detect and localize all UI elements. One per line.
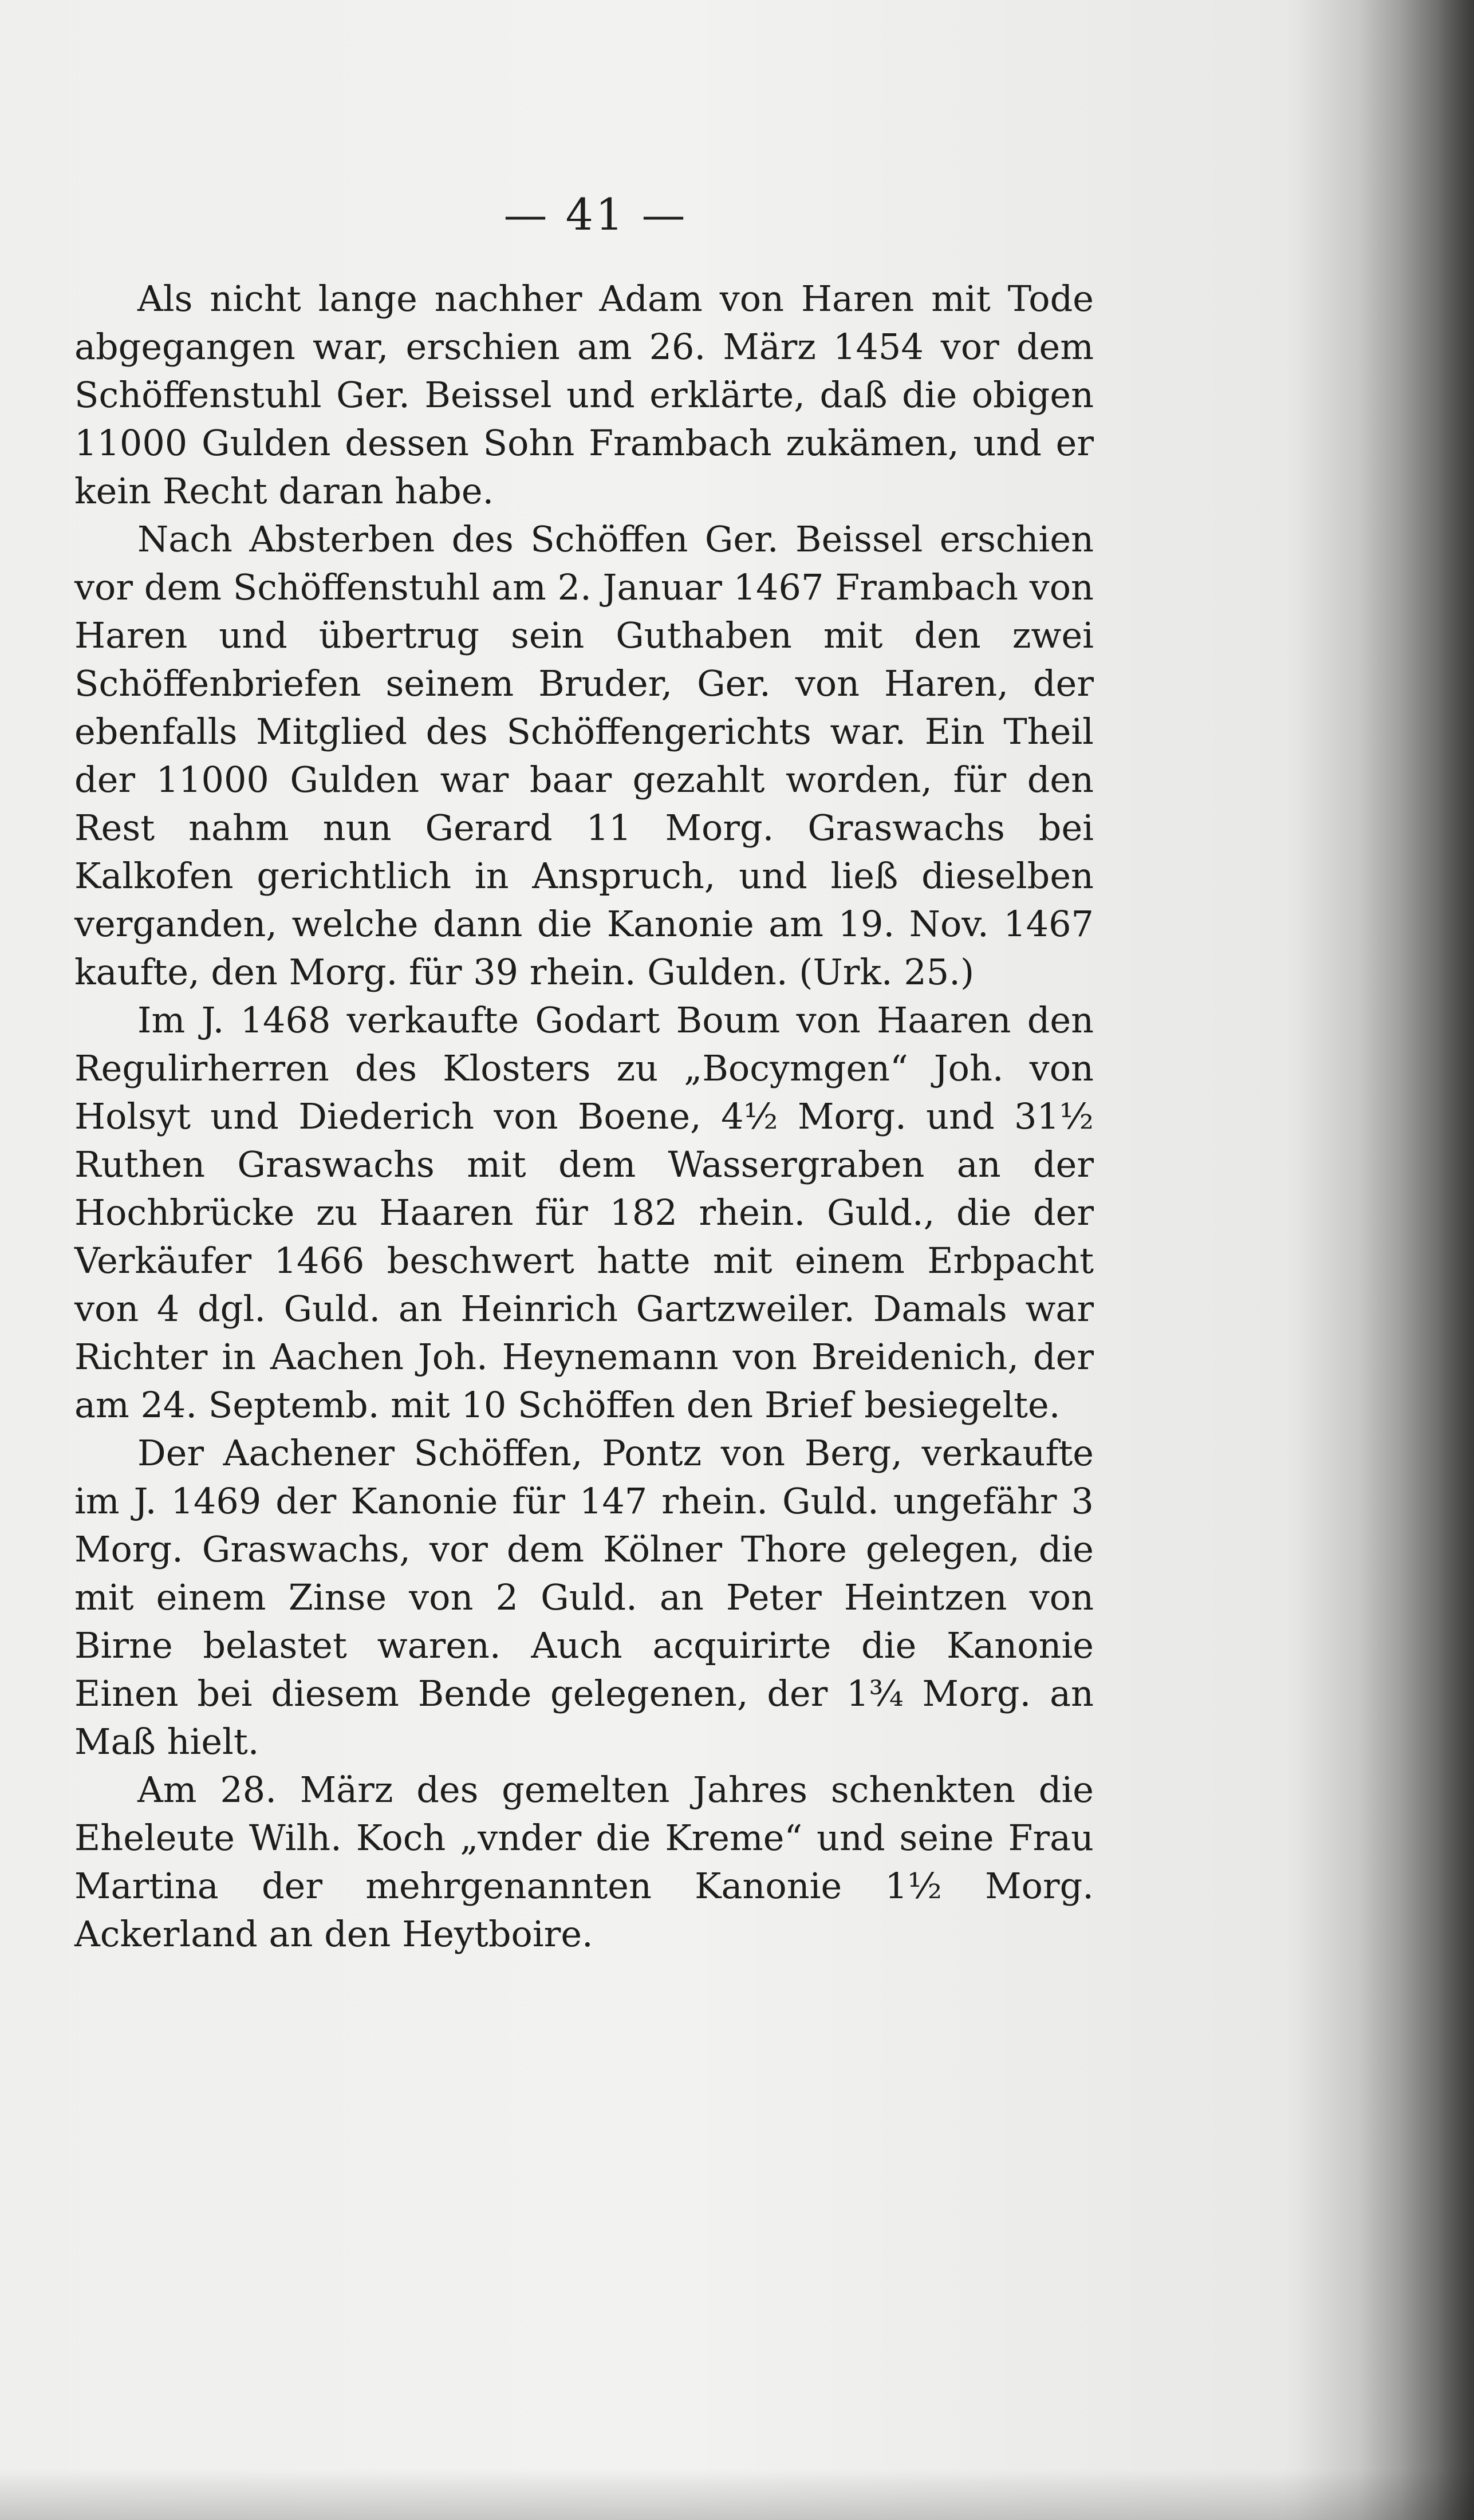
paragraph-5: Am 28. März des gemelten Jahres schenkten die Eheleute Wilh. Koch „vnder die Kreme“ und seine Frau Martina der mehrgenannten Kanonie 1½ Morg. Ackerland an den Heytboire. <box>74 1769 1094 1955</box>
page-number: — 41 — <box>503 189 688 240</box>
paragraph-3: Im J. 1468 verkaufte Godart Boum von Haaren den Regulirherren des Klosters zu „Bocymgen“ Joh. von Holsyt und Diederich von Boene, 4½ Morg. und 31½ Ruthen Graswachs mit dem Wassergraben an der Hochbrücke zu Haaren für 182 rhein. Guld., die der Verkäufer 1466 beschwert hatte mit einem Erbpacht von 4 dgl. Guld. an Heinrich Gartzweiler. Damals war Richter in Aachen Joh. Heynemann von Breidenich, der am 24. Septemb. mit 10 Schöffen den Brief besiegelte. <box>74 999 1094 1426</box>
body-text <box>74 275 1094 1958</box>
paragraph-2: Nach Absterben des Schöffen Ger. Beissel erschien vor dem Schöffenstuhl am 2. Januar 1467 Frambach von Haren und übertrug sein Guthaben mit den zwei Schöffenbriefen seinem Bruder, Ger. von Haren, der ebenfalls Mitglied des Schöffengerichts war. Ein Theil der 11000 Gulden war baar gezahlt worden, für den Rest nahm nun Gerard 11 Morg. Graswachs bei Kalkofen gerichtlich in Anspruch, und ließ dieselben verganden, welche dann die Kanonie am 19. Nov. 1467 kaufte, den Morg. für 39 rhein. Gulden. (Urk. 25.) <box>74 518 1094 993</box>
paragraph-1: Als nicht lange nachher Adam von Haren mit Tode abgegangen war, erschien am 26. März 1454 vor dem Schöffenstuhl Ger. Beissel und erklärte, daß die obigen 11000 Gulden dessen Sohn Frambach zukämen, und er kein Recht daran habe. <box>74 278 1094 512</box>
page-edge-shadow <box>1283 0 1474 2520</box>
paragraph-4: Der Aachener Schöffen, Pontz von Berg, verkaufte im J. 1469 der Kanonie für 147 rhein. Guld. ungefähr 3 Morg. Graswachs, vor dem Kölner Thore gelegen, die mit einem Zinse von 2 Guld. an Peter Heintzen von Birne belastet waren. Auch acquirirte die Kanonie Einen bei diesem Bende gelegenen, der 1¾ Morg. an Maß hielt. <box>74 1432 1094 1762</box>
page-bottom-shadow <box>0 2468 1474 2520</box>
